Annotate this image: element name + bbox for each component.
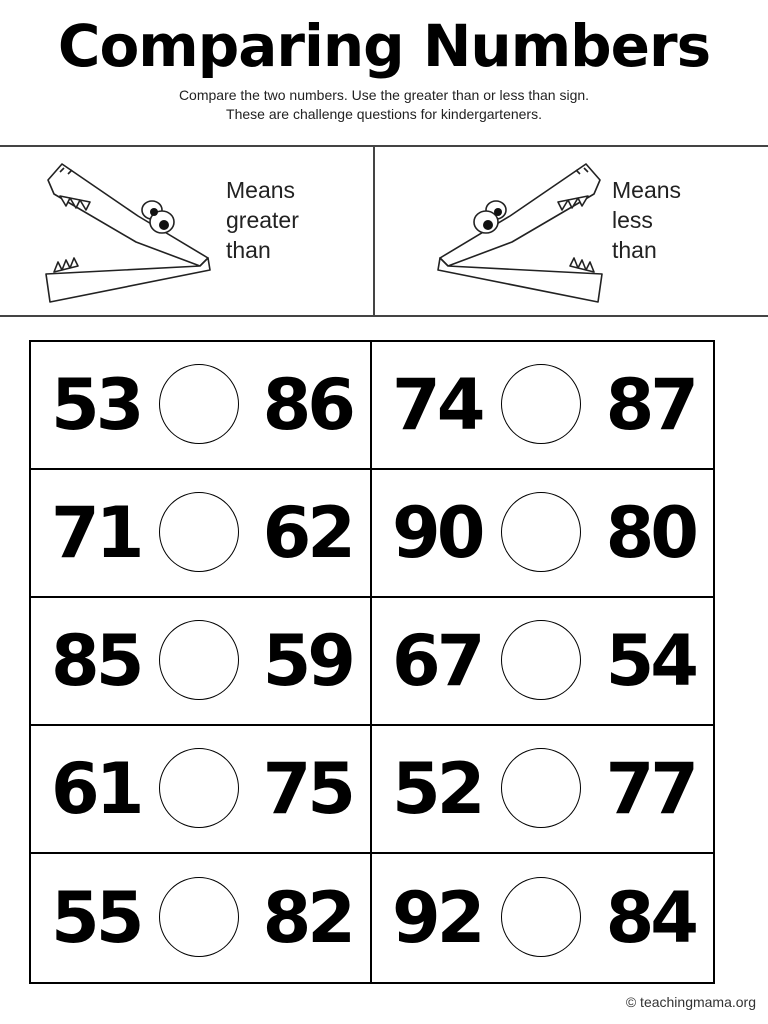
answer-circle[interactable] (501, 748, 581, 828)
page-title: Comparing Numbers (57, 12, 711, 80)
problem-cell (31, 854, 372, 982)
right-number: 59 (262, 620, 352, 702)
greater-label-line-1: Means (226, 177, 296, 203)
greater-label-line-3: than (226, 237, 271, 263)
less-label-line-2: less (612, 207, 653, 233)
problem-cell (31, 342, 372, 470)
right-number: 86 (262, 364, 352, 446)
instructions-line-2: These are challenge questions for kindergarteners. (226, 106, 542, 122)
problem-grid (29, 340, 715, 984)
right-number: 62 (262, 492, 352, 574)
right-number: 54 (605, 620, 695, 702)
left-number: 85 (51, 620, 141, 702)
instructions-line-1: Compare the two numbers. Use the greater than or less than sign. (178, 87, 590, 103)
problem-cell (372, 598, 713, 726)
greater-than-label (226, 175, 299, 265)
answer-circle[interactable] (501, 877, 581, 957)
legend-top-divider (0, 145, 768, 147)
copyright-footer: © teachingmama.org (625, 994, 756, 1010)
problem-cell (31, 726, 372, 854)
less-label-line-1: Means (612, 177, 682, 203)
left-number: 71 (51, 492, 141, 574)
answer-circle[interactable] (159, 748, 239, 828)
right-number: 77 (605, 748, 695, 830)
left-number: 92 (392, 877, 482, 959)
answer-circle[interactable] (159, 364, 239, 444)
right-number: 82 (262, 877, 352, 959)
answer-circle[interactable] (159, 877, 239, 957)
answer-circle[interactable] (501, 364, 581, 444)
answer-circle[interactable] (501, 492, 581, 572)
left-number: 90 (392, 492, 482, 574)
legend-bottom-divider (0, 315, 768, 317)
left-number: 52 (392, 748, 482, 830)
right-number: 87 (605, 364, 695, 446)
problem-cell (372, 470, 713, 598)
problem-cell (372, 854, 713, 982)
problem-cell (31, 470, 372, 598)
answer-circle[interactable] (159, 492, 239, 572)
alligator-less-than-icon (428, 158, 608, 308)
less-than-label (612, 175, 681, 265)
left-number: 61 (51, 748, 141, 830)
right-number: 75 (262, 748, 352, 830)
right-number: 84 (605, 877, 695, 959)
left-number: 67 (392, 620, 482, 702)
instructions (0, 86, 768, 124)
problem-cell (372, 726, 713, 854)
less-label-line-3: than (612, 237, 657, 263)
problem-cell (372, 342, 713, 470)
greater-label-line-2: greater (226, 207, 299, 233)
answer-circle[interactable] (501, 620, 581, 700)
problem-cell (31, 598, 372, 726)
left-number: 55 (51, 877, 141, 959)
right-number: 80 (605, 492, 695, 574)
legend-center-divider (373, 147, 375, 315)
left-number: 74 (392, 364, 482, 446)
left-number: 53 (51, 364, 141, 446)
answer-circle[interactable] (159, 620, 239, 700)
alligator-greater-than-icon (40, 158, 220, 308)
